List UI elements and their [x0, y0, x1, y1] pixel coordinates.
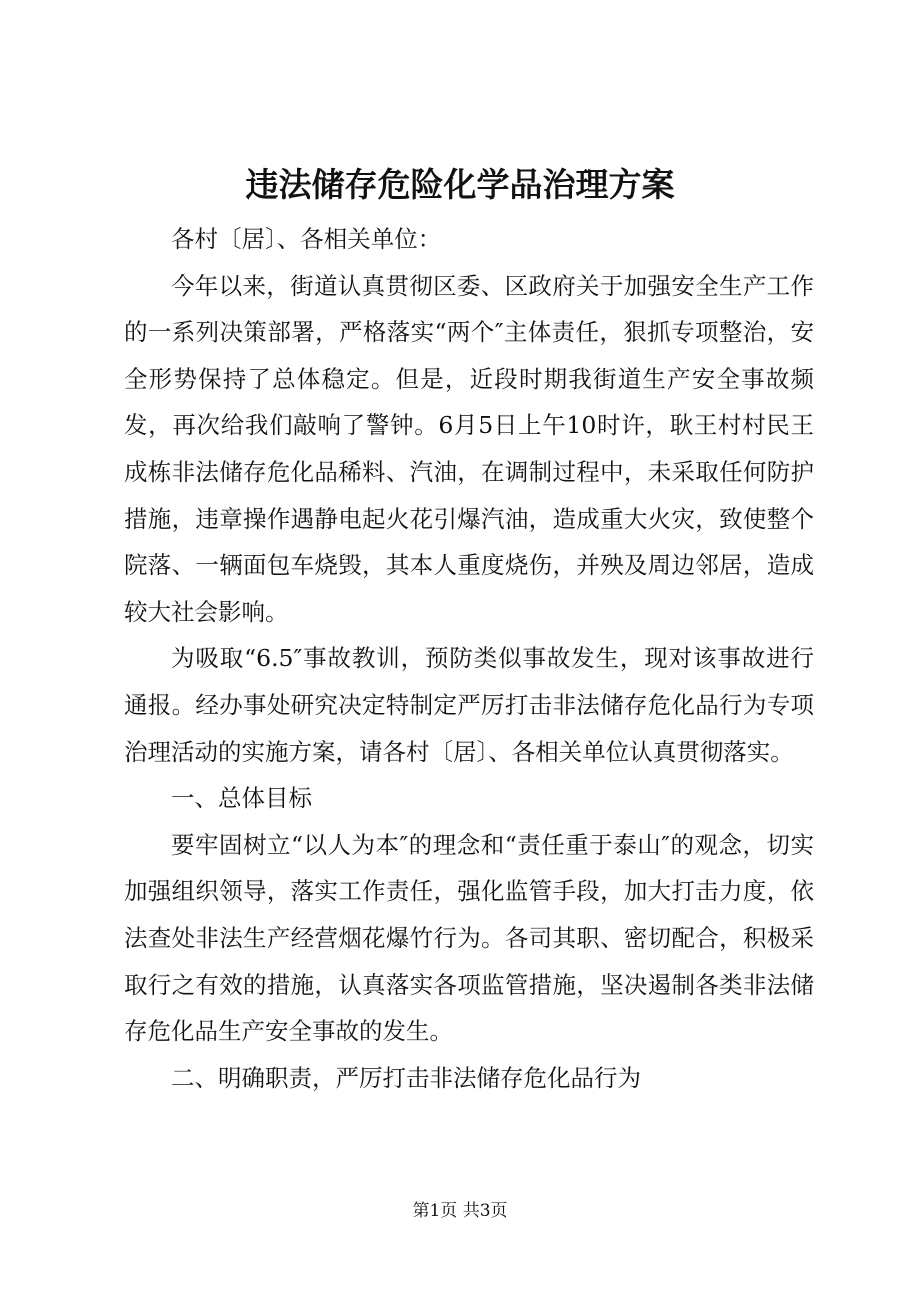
- section-heading-2: 二、明确职责，严厉打击非法储存危化品行为: [171, 1063, 641, 1092]
- section-text-1: 要牢固树立“以人为本″的理念和“责任重于泰山″的观念，切实加强组织领导，落实工作责任，强化监管手段，加大打击力度，依法查处非法生产经营烟花爆竹行为。各司其职、密切配合，积极采取行之有效的措施，认真落实各项监管措施，坚决遏制各类非法储存危化品生产安全事故的发生。: [124, 830, 814, 1046]
- section-heading-1: 一、总体目标: [171, 784, 312, 813]
- paragraph-purpose: 为吸取“6.5″事故教训，预防类似事故发生，现对该事故进行通报。经办事处研究决定特制定严厉打击非法储存危化品行为专项治理活动的实施方案，请各村〔居〕、各相关单位认真贯彻落实。: [124, 644, 814, 766]
- page-number: 第1页 共3页: [412, 1201, 508, 1221]
- paragraph-incident: 今年以来，街道认真贯彻区委、区政府关于加强安全生产工作的一系列决策部署，严格落实“两个″主体责任，狠抓专项整治，安全形势保持了总体稳定。但是，近段时期我街道生产安全事故频发，再次给我们敲响了警钟。6月5日上午10时许，耿王村村民王成栋非法储存危化品稀料、汽油，在调制过程中，未采取任何防护措施，违章操作遇静电起火花引爆汽油，造成重大火灾，致使整个院落、一辆面包车烧毁，其本人重度烧伤，并殃及周边邻居，造成较大社会影响。: [124, 271, 814, 626]
- document-body: [124, 216, 814, 1101]
- greeting: 各村〔居〕、各相关单位：: [171, 225, 442, 253]
- document-title: 违法储存危险化学品治理方案: [245, 165, 675, 204]
